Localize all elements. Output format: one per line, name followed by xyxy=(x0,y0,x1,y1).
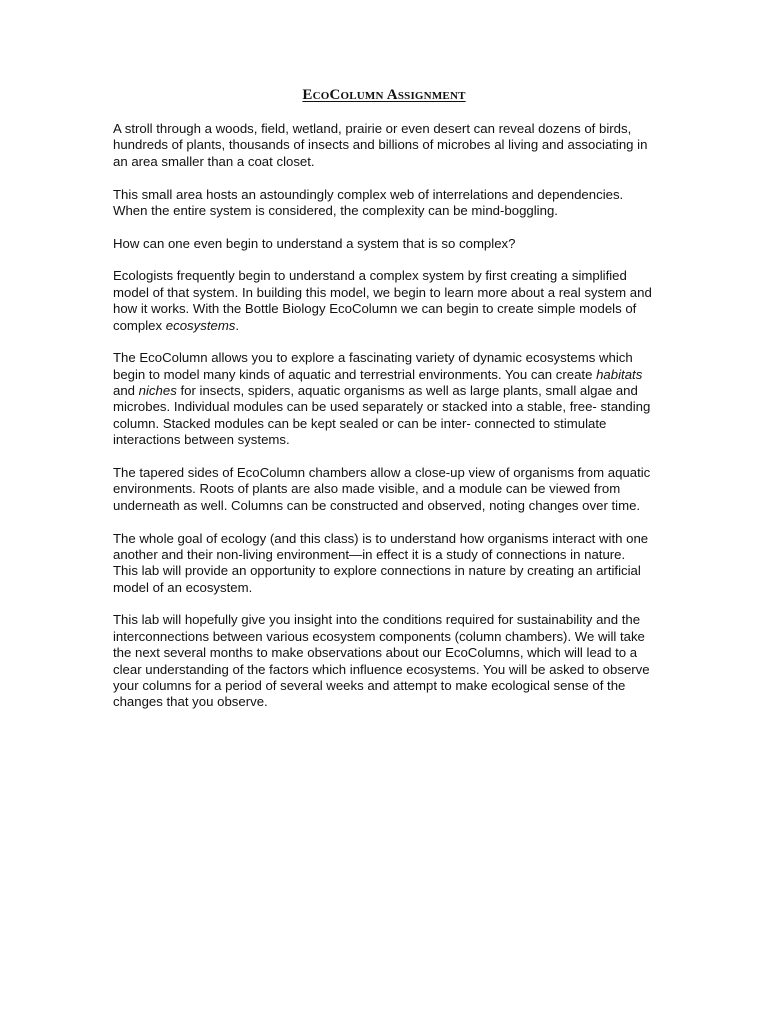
paragraph-8 xyxy=(113,612,653,710)
paragraph-text: Ecologists frequently begin to understand a complex system by first creating a simplified model of that system. In building this model, we begin to learn more about a real system and how it works. With the Bottle Biology EcoColumn we can begin to create simple models of complex xyxy=(113,268,652,333)
document-body xyxy=(113,121,653,727)
paragraph-5 xyxy=(113,350,653,448)
paragraph-text: and xyxy=(113,383,139,399)
paragraph-text: The whole goal of ecology (and this class) is to understand how organisms interact with one another and their non-living environment—in effect it is a study of connections in nature. This lab will provide an opportunity to explore connections in nature by creating an artificial model of an ecosystem. xyxy=(113,530,649,595)
paragraph-3 xyxy=(113,236,653,252)
italic-term-habitats: habitats xyxy=(596,366,643,382)
paragraph-text: for insects, spiders, aquatic organisms as well as large plants, small algae and microbes. Individual modules can be used separately or stacked into a stable, free- standing column. Stacked modules can be kept sealed or can be inter- connected to stimulate interactions between systems. xyxy=(113,383,651,448)
paragraph-text: The tapered sides of EcoColumn chambers allow a close-up view of organisms from aquatic environments. Roots of plants are also made visible, and a module can be viewed from underneath as well. Columns can be constructed and observed, noting changes over time. xyxy=(113,464,651,513)
page-title: EcoColumn Assignment xyxy=(302,87,466,103)
paragraph-text: . xyxy=(235,317,240,333)
paragraph-text: This small area hosts an astoundingly complex web of interrelations and dependencies. When the entire system is considered, the complexity can be mind-boggling. xyxy=(113,186,624,218)
paragraph-text: The EcoColumn allows you to explore a fascinating variety of dynamic ecosystems which begin to model many kinds of aquatic and terrestrial environments. You can create xyxy=(113,350,633,382)
paragraph-4 xyxy=(113,268,653,334)
paragraph-text: How can one even begin to understand a system that is so complex? xyxy=(113,235,516,251)
paragraph-text: A stroll through a woods, field, wetland, prairie or even desert can reveal dozens of birds, hundreds of plants, thousands of insects and billions of microbes al living and associating in an area smaller than a coat closet. xyxy=(113,121,648,169)
italic-term-ecosystems: ecosystems xyxy=(165,317,236,333)
italic-term-niches: niches xyxy=(138,383,177,399)
paragraph-6 xyxy=(113,465,653,514)
paragraph-7 xyxy=(113,531,653,597)
paragraph-text: This lab will hopefully give you insight into the conditions required for sustainability and the interconnections between various ecosystem components (column chambers). We will take the next several months to make observations about our EcoColumns, which will lead to a clear understanding of the factors which influence ecosystems. You will be asked to observe your columns for a period of several weeks and attempt to make ecological sense of the changes that you observe. xyxy=(113,612,650,710)
paragraph-1 xyxy=(113,121,653,170)
paragraph-2 xyxy=(113,187,653,220)
